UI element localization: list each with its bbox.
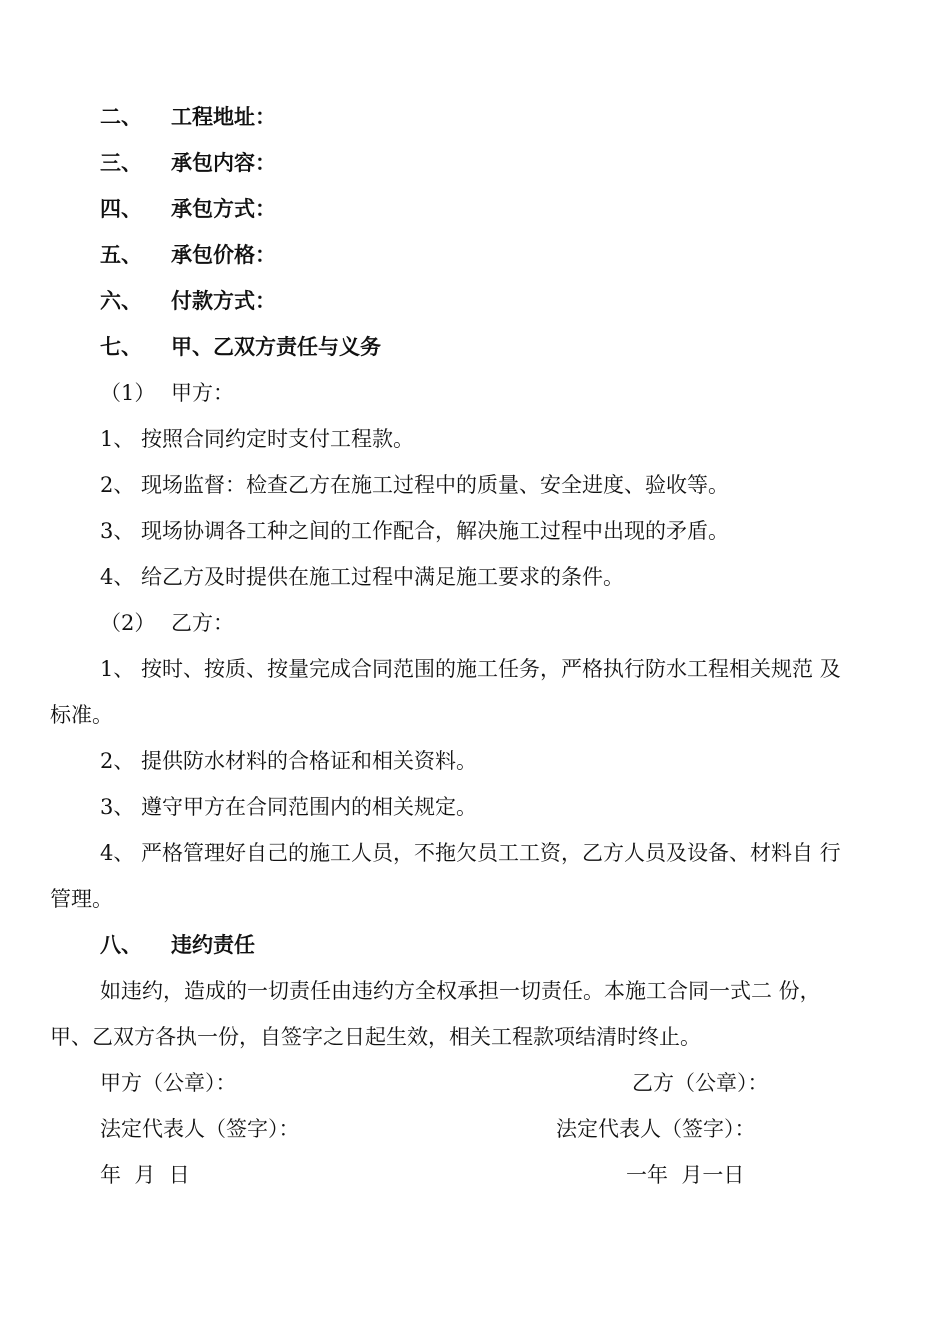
item-text: 按时、按质、按量完成合同范围的施工任务，严格执行防水工程相关规范 及 — [141, 657, 841, 681]
party-a-representative-label: 法定代表人（签字）： — [100, 1117, 300, 1141]
party-label: （2） — [100, 611, 156, 635]
section-title: 甲、乙双方责任与义务 — [171, 335, 381, 359]
paragraph-text: 如违约，造成的一切责任由违约方全权承担一切责任。本施工合同一式二 份， — [100, 979, 821, 1003]
item-number: 4、 — [100, 841, 135, 865]
party-a-seal-label: 甲方（公章）： — [100, 1071, 237, 1095]
party-b-representative-label: 法定代表人（签字）： — [556, 1117, 756, 1141]
item-text: 遵守甲方在合同范围内的相关规定。 — [141, 795, 477, 819]
section-number: 四、 — [100, 197, 142, 221]
section-number: 五、 — [100, 243, 142, 267]
party-name: 乙方： — [171, 611, 234, 635]
item-text: 按照合同约定时支付工程款。 — [141, 427, 414, 451]
party-b-date: 一年 月一日 — [626, 1163, 745, 1187]
item-number: 4、 — [100, 565, 135, 589]
item-text: 提供防水材料的合格证和相关资料。 — [141, 749, 477, 773]
item-text: 给乙方及时提供在施工过程中满足施工要求的条件。 — [141, 565, 624, 589]
paragraph-text: 甲、乙双方各执一份，自签字之日起生效，相关工程款项结清时终止。 — [50, 1025, 701, 1049]
item-number: 3、 — [100, 795, 135, 819]
section-title: 承包内容： — [171, 151, 276, 175]
party-name: 甲方： — [171, 381, 234, 405]
party-b-seal-label: 乙方（公章）： — [632, 1071, 769, 1095]
section-number: 二、 — [100, 105, 142, 129]
section-title: 违约责任 — [171, 933, 255, 957]
item-number: 2、 — [100, 473, 135, 497]
party-a-date: 年 月 日 — [100, 1163, 190, 1187]
item-text: 现场监督：检查乙方在施工过程中的质量、安全进度、验收等。 — [141, 473, 729, 497]
party-label: （1） — [100, 381, 156, 405]
item-number: 1、 — [100, 657, 135, 681]
section-title: 承包价格： — [171, 243, 276, 267]
section-number: 七、 — [100, 335, 142, 359]
item-number: 2、 — [100, 749, 135, 773]
item-text: 严格管理好自己的施工人员，不拖欠员工工资，乙方人员及设备、材料自 行 — [141, 841, 841, 865]
section-title: 承包方式： — [171, 197, 276, 221]
item-text: 现场协调各工种之间的工作配合，解决施工过程中出现的矛盾。 — [141, 519, 729, 543]
section-number: 三、 — [100, 151, 142, 175]
section-number: 六、 — [100, 289, 142, 313]
item-text-continued: 管理。 — [50, 887, 113, 911]
item-text-continued: 标准。 — [50, 703, 113, 727]
item-number: 1、 — [100, 427, 135, 451]
section-title: 工程地址： — [171, 105, 276, 129]
section-title: 付款方式： — [171, 289, 276, 313]
item-number: 3、 — [100, 519, 135, 543]
section-number: 八、 — [100, 933, 142, 957]
